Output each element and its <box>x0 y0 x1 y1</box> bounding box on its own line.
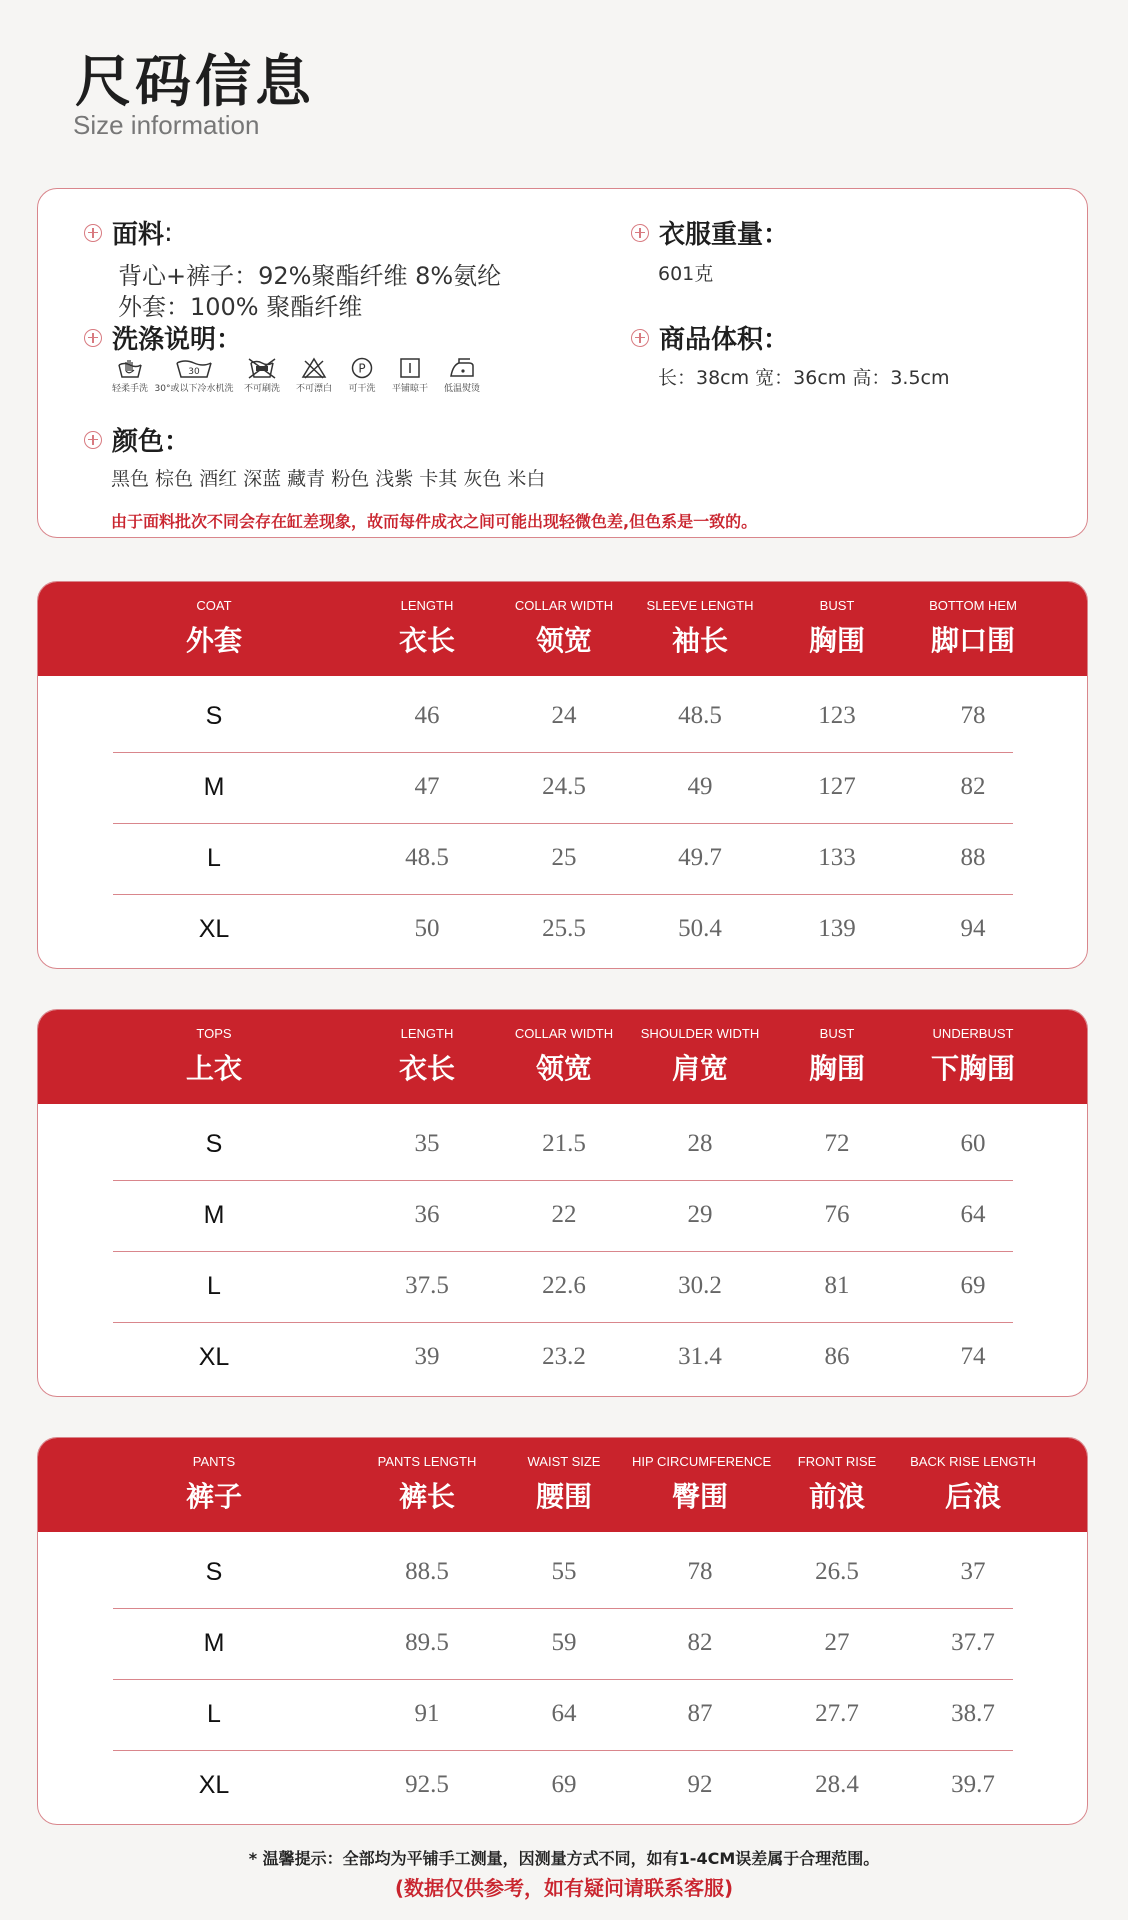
care-label: 不可漂白 <box>295 384 332 394</box>
measurement-cell: 39.7 <box>951 1771 995 1798</box>
column-header-cn: 后浪 <box>944 1480 1001 1513</box>
column-header-cn: 领宽 <box>535 624 592 657</box>
measurement-note: * 温馨提示：全部均为平铺手工测量，因测量方式不同，如有1-4CM误差属于合理范围。 <box>248 1849 880 1868</box>
column-header-en: FRONT RISE <box>797 1454 877 1469</box>
column-header-cn: 衣长 <box>398 624 455 657</box>
column-header-cn: 肩宽 <box>671 1052 728 1085</box>
measurement-cell: 49.7 <box>678 844 722 871</box>
measurement-cell: 81 <box>824 1272 850 1299</box>
hand-wash-icon <box>117 357 143 379</box>
column-header <box>496 1010 632 1087</box>
care-item-hand-wash <box>108 357 152 394</box>
flat-dry-icon <box>398 357 422 379</box>
measurement-cell: 76 <box>824 1201 850 1228</box>
column-header-en: PANTS <box>192 1454 236 1469</box>
volume-label: 商品体积： <box>659 325 790 355</box>
care-label: 30°或以下冷水机洗 <box>154 384 234 394</box>
column-header <box>632 1010 768 1087</box>
volume-heading <box>631 319 789 356</box>
measurement-cell: 74 <box>960 1343 986 1370</box>
column-header-en: LENGTH <box>400 1026 454 1041</box>
column-header <box>905 1010 1041 1087</box>
column-header <box>905 1438 1041 1515</box>
measurement-cell: 46 <box>414 702 440 729</box>
column-header-cn: 袖长 <box>671 624 728 657</box>
machine-wash-30-icon <box>174 357 214 379</box>
care-label: 低温熨烫 <box>443 384 480 394</box>
column-header <box>146 1010 282 1087</box>
column-header-en: PANTS LENGTH <box>377 1454 477 1469</box>
column-header <box>769 1438 905 1515</box>
column-header-cn: 腰围 <box>535 1480 592 1513</box>
measurement-cell: 127 <box>818 773 856 800</box>
plus-circle-icon <box>631 329 649 347</box>
column-header <box>359 582 495 659</box>
fabric-label: 面料 <box>112 220 165 250</box>
measurement-cell: 82 <box>687 1629 713 1656</box>
product-info-card <box>37 188 1088 538</box>
weight-value: 601克 <box>658 263 714 285</box>
no-brush-icon <box>247 357 277 379</box>
table-row <box>113 1181 1013 1252</box>
column-header-cn: 外套 <box>185 624 242 657</box>
measurement-cell: 22 <box>551 1201 577 1228</box>
measurement-cell: 25 <box>551 844 577 871</box>
measurement-cell: 64 <box>551 1700 577 1727</box>
column-header <box>496 582 632 659</box>
measurement-cell: 48.5 <box>678 702 722 729</box>
measurement-cell: 50.4 <box>678 915 722 942</box>
measurement-cell: 92 <box>687 1771 713 1798</box>
column-header-en: TOPS <box>196 1026 232 1041</box>
measurement-cell: 39 <box>414 1343 440 1370</box>
measurement-cell: 35 <box>414 1130 440 1157</box>
table-header <box>38 1438 1087 1532</box>
measurement-cell: 49 <box>687 773 713 800</box>
column-header-en: SLEEVE LENGTH <box>646 598 754 613</box>
measurement-cell: 92.5 <box>405 1771 449 1798</box>
measurement-cell: 48.5 <box>405 844 449 871</box>
table-row <box>113 753 1013 824</box>
plus-circle-icon <box>84 329 102 347</box>
tops-size-table <box>37 1009 1088 1397</box>
table-row <box>113 682 1013 753</box>
measurement-cell: 87 <box>687 1700 713 1727</box>
column-header-en: BACK RISE LENGTH <box>910 1454 1036 1469</box>
size-label: L <box>207 1272 221 1300</box>
column-header <box>632 582 768 659</box>
measurement-cell: 133 <box>818 844 856 871</box>
column-header <box>359 1438 495 1515</box>
care-label: 轻柔手洗 <box>111 384 148 394</box>
measurement-cell: 47 <box>414 773 440 800</box>
measurement-cell: 36 <box>414 1201 440 1228</box>
measurement-cell: 37 <box>960 1558 986 1585</box>
care-label: 可干洗 <box>348 384 376 394</box>
fabric-heading <box>84 214 173 251</box>
measurement-cell: 38.7 <box>951 1700 995 1727</box>
column-header <box>769 1010 905 1087</box>
washing-heading <box>84 319 242 356</box>
column-header-en: BUST <box>819 1026 855 1041</box>
weight-label: 衣服重量： <box>659 220 790 250</box>
measurement-cell: 37.7 <box>951 1629 995 1656</box>
measurement-cell: 78 <box>687 1558 713 1585</box>
measurement-cell: 21.5 <box>542 1130 586 1157</box>
measurement-cell: 60 <box>960 1130 986 1157</box>
weight-heading <box>631 214 789 251</box>
size-label: S <box>205 702 223 730</box>
coat-size-table <box>37 581 1088 969</box>
column-header <box>146 1438 282 1515</box>
care-item-no-brush <box>236 357 288 394</box>
column-header <box>632 1438 772 1515</box>
size-label: XL <box>198 1343 230 1371</box>
measurement-cell: 139 <box>818 915 856 942</box>
column-header-en: COAT <box>196 598 232 613</box>
size-label: M <box>203 1629 225 1657</box>
measurement-cell: 27 <box>824 1629 850 1656</box>
column-header <box>769 582 905 659</box>
measurement-cell: 78 <box>960 702 986 729</box>
care-item-iron-low <box>436 357 488 394</box>
table-row <box>113 895 1013 966</box>
iron-low-icon <box>448 357 476 379</box>
column-header-en: COLLAR WIDTH <box>514 598 614 613</box>
size-label: M <box>203 773 225 801</box>
care-item-no-bleach <box>288 357 340 394</box>
column-header-cn: 领宽 <box>535 1052 592 1085</box>
measurement-cell: 69 <box>960 1272 986 1299</box>
measurement-cell: 27.7 <box>815 1700 859 1727</box>
size-label: L <box>207 844 221 872</box>
dry-clean-letter: P <box>358 361 366 376</box>
measurement-cell: 22.6 <box>542 1272 586 1299</box>
measurement-cell: 23.2 <box>542 1343 586 1370</box>
column-header <box>905 582 1041 659</box>
table-header <box>38 582 1087 676</box>
table-row <box>113 1680 1013 1751</box>
column-header-en: COLLAR WIDTH <box>514 1026 614 1041</box>
column-header <box>496 1438 632 1515</box>
table-header <box>38 1010 1087 1104</box>
size-label: XL <box>198 1771 230 1799</box>
column-header <box>146 582 282 659</box>
measurement-cell: 88 <box>960 844 986 871</box>
column-header-en: HIP CIRCUMFERENCE <box>632 1454 772 1469</box>
size-label: S <box>205 1558 223 1586</box>
care-item-dry-clean <box>340 357 384 394</box>
measurement-cell: 24 <box>551 702 577 729</box>
size-label: M <box>203 1201 225 1229</box>
measurement-cell: 29 <box>687 1201 713 1228</box>
page-title: 尺码信息 <box>75 50 315 115</box>
measurement-cell: 123 <box>818 702 856 729</box>
measurement-cell: 64 <box>960 1201 986 1228</box>
measurement-cell: 24.5 <box>542 773 586 800</box>
column-header-cn: 胸围 <box>808 624 865 657</box>
measurement-cell: 86 <box>824 1343 850 1370</box>
column-header-cn: 衣长 <box>398 1052 455 1085</box>
dry-clean-p-icon <box>350 357 374 379</box>
measurement-cell: 50 <box>414 915 440 942</box>
measurement-cell: 26.5 <box>815 1558 859 1585</box>
column-header-cn: 上衣 <box>185 1052 242 1085</box>
column-header-cn: 裤长 <box>398 1480 455 1513</box>
measurement-cell: 94 <box>960 915 986 942</box>
column-header-cn: 裤子 <box>185 1480 242 1513</box>
measurement-cell: 55 <box>551 1558 577 1585</box>
column-header-cn: 脚口围 <box>930 624 1015 657</box>
plus-circle-icon <box>84 224 102 242</box>
size-label: XL <box>198 915 230 943</box>
table-row <box>113 1323 1013 1394</box>
plus-circle-icon <box>631 224 649 242</box>
color-difference-notice: 由于面料批次不同会存在缸差现象，故而每件成衣之间可能出现轻微色差,但色系是一致的。 <box>111 512 758 531</box>
size-label: L <box>207 1700 221 1728</box>
table-row <box>113 1609 1013 1680</box>
fabric-colon: : <box>164 217 173 248</box>
care-label: 不可刷洗 <box>243 384 280 394</box>
measurement-cell: 91 <box>414 1700 440 1727</box>
fabric-line-1: 背心+裤子：92%聚酯纤维 8%氨纶 <box>118 262 502 290</box>
column-header-en: SHOULDER WIDTH <box>640 1026 760 1041</box>
page-subtitle: Size information <box>73 110 260 140</box>
column-header-en: LENGTH <box>400 598 454 613</box>
measurement-cell: 59 <box>551 1629 577 1656</box>
measurement-cell: 28 <box>687 1130 713 1157</box>
care-item-machine-wash <box>152 357 236 394</box>
column-header-en: WAIST SIZE <box>527 1454 601 1469</box>
table-row <box>113 1252 1013 1323</box>
pants-size-table <box>37 1437 1088 1825</box>
size-label: S <box>205 1130 223 1158</box>
measurement-cell: 28.4 <box>815 1771 859 1798</box>
measurement-cell: 69 <box>551 1771 577 1798</box>
column-header-cn: 胸围 <box>808 1052 865 1085</box>
colors-label: 颜色： <box>112 427 191 457</box>
volume-value: 长：38cm 宽：36cm 高：3.5cm <box>658 367 950 389</box>
column-header-en: UNDERBUST <box>932 1026 1014 1041</box>
table-row <box>113 1538 1013 1609</box>
measurement-cell: 72 <box>824 1130 850 1157</box>
measurement-cell: 25.5 <box>542 915 586 942</box>
plus-circle-icon <box>84 431 102 449</box>
fabric-line-2: 外套：100% 聚酯纤维 <box>118 293 363 321</box>
measurement-cell: 88.5 <box>405 1558 449 1585</box>
column-header <box>359 1010 495 1087</box>
washing-label: 洗涤说明： <box>112 325 243 355</box>
column-header-en: BUST <box>819 598 855 613</box>
column-header-cn: 前浪 <box>808 1480 865 1513</box>
measurement-cell: 31.4 <box>678 1343 722 1370</box>
measurement-cell: 37.5 <box>405 1272 449 1299</box>
column-header-en: BOTTOM HEM <box>929 598 1017 613</box>
table-row <box>113 1751 1013 1822</box>
wash-temperature: 30 <box>188 367 200 377</box>
measurement-cell: 89.5 <box>405 1629 449 1656</box>
colors-value: 黑色 棕色 酒红 深蓝 藏青 粉色 浅紫 卡其 灰色 米白 <box>111 468 546 490</box>
care-label: 平铺晾干 <box>391 384 428 394</box>
no-bleach-icon <box>301 357 327 379</box>
care-item-flat-dry <box>384 357 436 394</box>
reference-note: (数据仅供参考，如有疑问请联系客服) <box>394 1876 734 1900</box>
measurement-cell: 30.2 <box>678 1272 722 1299</box>
column-header-cn: 臀围 <box>671 1480 728 1513</box>
measurement-cell: 82 <box>960 773 986 800</box>
table-row <box>113 824 1013 895</box>
table-row <box>113 1110 1013 1181</box>
column-header-cn: 下胸围 <box>930 1052 1015 1085</box>
care-icons <box>108 357 488 394</box>
colors-heading <box>84 421 190 458</box>
